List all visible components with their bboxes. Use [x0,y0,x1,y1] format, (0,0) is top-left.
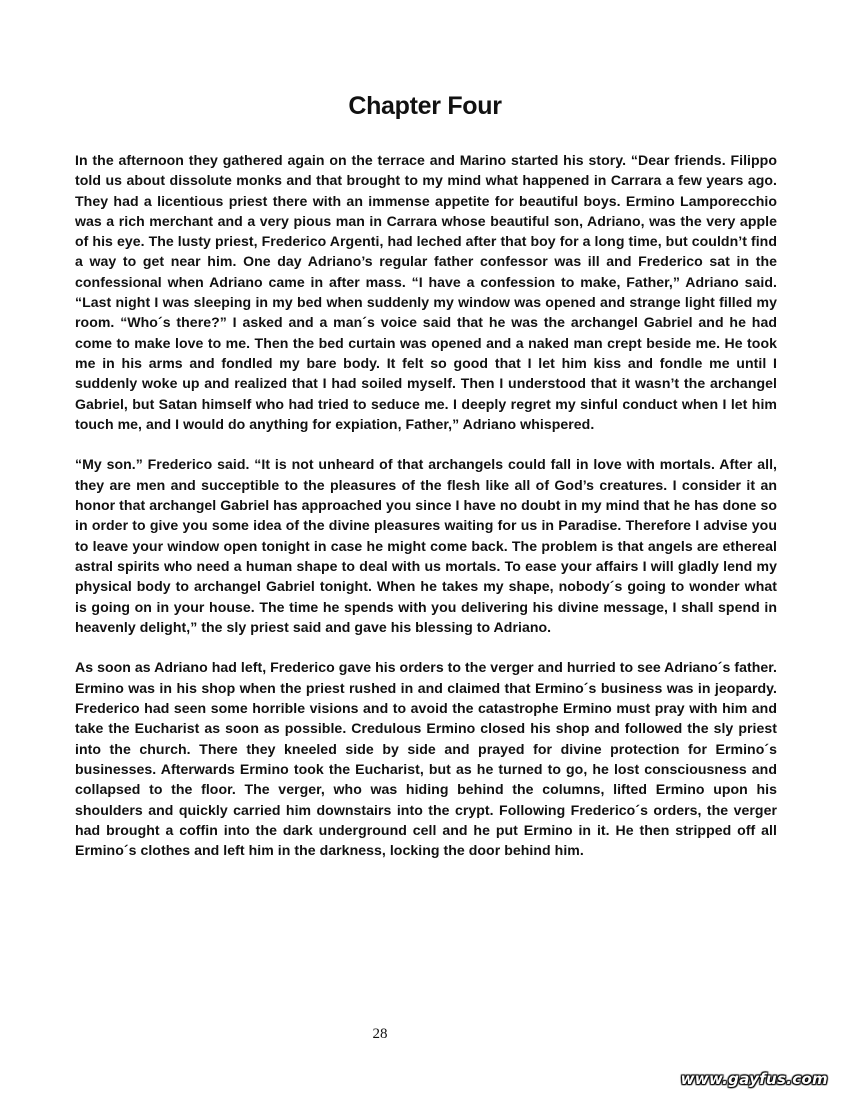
watermark: www.gayfus.com [680,1070,828,1088]
paragraph-3: As soon as Adriano had left, Frederico gave his orders to the verger and hurried to see Adriano´s father. Ermino was in his shop when the priest rushed in and claimed that Ermino´s business was in jeopardy. Frederico had seen some horrible visions and to avoid the catastrophe Ermino must pray with him and take the Eucharist as soon as possible. Credulous Ermino closed his shop and followed the sly priest into the church. There they kneeled side by side and prayed for divine protection for Ermino´s businesses. Afterwards Ermino took the Eucharist, but as he turned to go, he lost consciousness and collapsed to the floor. The verger, who was hiding behind the columns, lifted Ermino upon his shoulders and quickly carried him downstairs into the crypt. Following Frederico´s orders, the verger had brought a coffin into the dark underground cell and he put Ermino in it. He then stripped off all Ermino´s clothes and left him in the darkness, locking the door behind him. [75,659,778,859]
chapter-title: Chapter Four [348,92,502,120]
paragraph-1: In the afternoon they gathered again on the terrace and Marino started his story. “Dear friends. Filippo told us about dissolute monks and that brought to my mind what happened in Carrara a few years ago. They had a licentious priest there with an immense appetite for beautiful boys. Ermino Lamporecchio was a rich merchant and a very pious man in Carrara whose beautiful son, Adriano, was the very apple of his eye. The lusty priest, Frederico Argenti, had leched after that boy for a long time, but couldn’t find a way to get near him. One day Adriano’s regular father confessor was ill and Frederico sat in the confessional when Adriano came in after mass. “I have a confession to make, Father,” Adriano said. “Last night I was sleeping in my bed when suddenly my window was opened and strange light filled my room. “Who´s there?” I asked and a man´s voice said that he was the archangel Gabriel and he had come to make love to me. Then the bed curtain was opened and a naked man crept beside me. He took me in his arms and fondled my bare body. It felt so good that I let him kiss and fondle me until I suddenly woke up and realized that I had soiled myself. Then I understood that it wasn’t the archangel Gabriel, but Satan himself who had tried to seduce me. I deeply regret my sinful conduct when I let him touch me, and I would do anything for expiation, Father,” Adriano whispered. [75,152,777,432]
paragraph-2: “My son.” Frederico said. “It is not unheard of that archangels could fall in love with mortals. After all, they are men and succeptible to the pleasures of the flesh like all of God’s creatures. I consider it an honor that archangel Gabriel has approached you since I have no doubt in my mind that he has done so in order to give you some idea of the divine pleasures waiting for us in Paradise. Therefore I advise you to leave your window open tonight in case he might come back. The problem is that angels are ethereal astral spirits who need a human shape to deal with us mortals. To ease your affairs I will gladly lend my physical body to archangel Gabriel tonight. When he takes my shape, nobody´s going to wonder what is going on in your house. The time he spends with you delivering his divine message, I shall spend in heavenly delight,” the sly priest said and gave his blessing to Adriano. [75,456,777,635]
chapter-body [75,150,777,881]
page-number: 28 [372,1026,388,1042]
